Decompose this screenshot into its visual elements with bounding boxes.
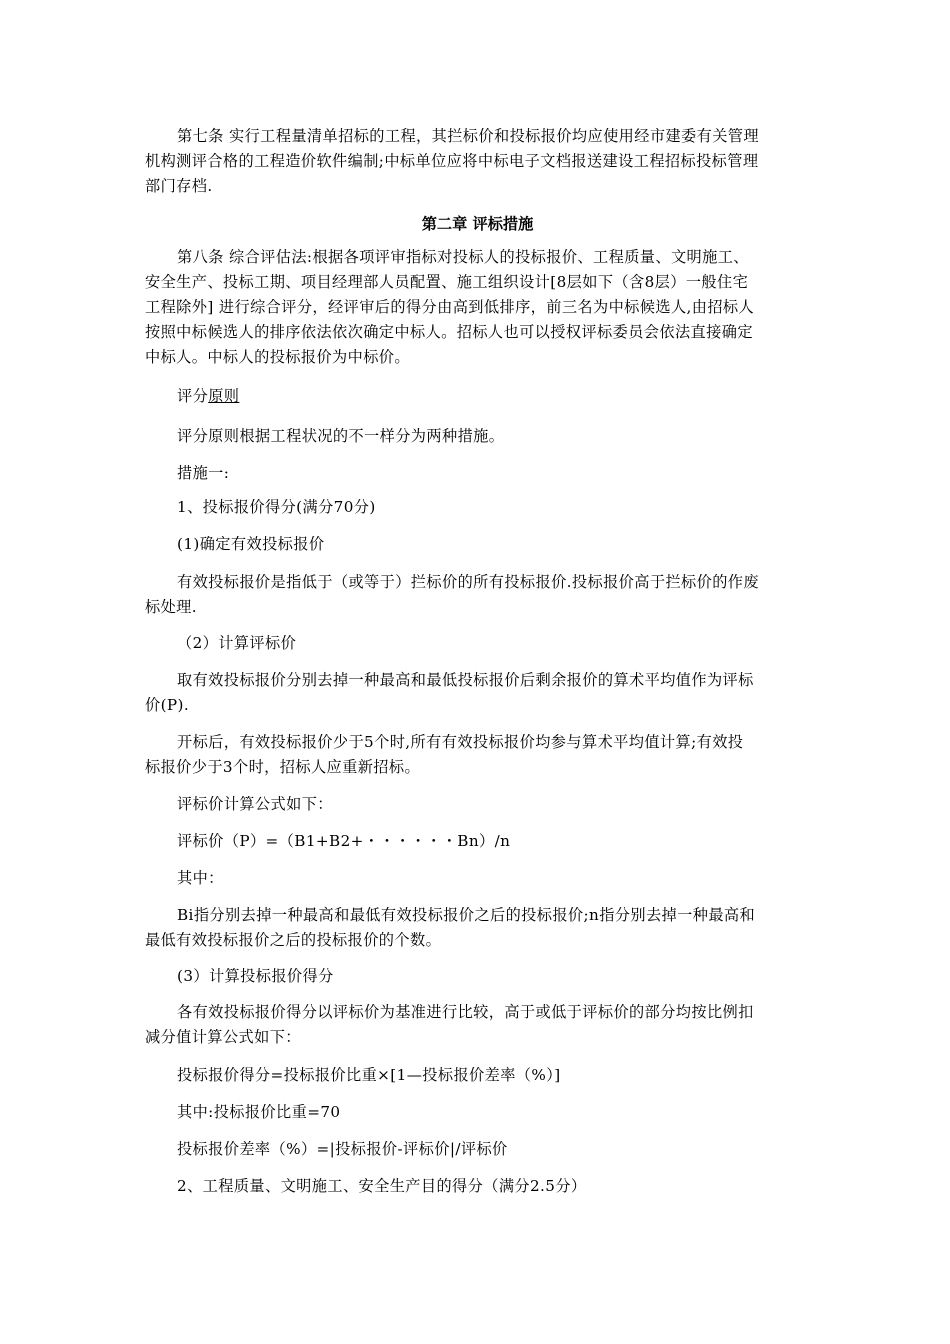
text-line: 机构测评合格的工程造价软件编制;中标单位应将中标电子文档报送建设工程招标投标管理 — [145, 152, 759, 170]
text-segment: 评分 — [177, 387, 209, 405]
underlined-text: 原则 — [208, 387, 240, 405]
text-line: 有效投标报价是指低于（或等于）拦标价的所有投标报价.投标报价高于拦标价的作废 — [177, 573, 759, 591]
text-line: 工程除外] 进行综合评分，经评审后的得分由高到低排序，前三名为中标候选人,由招标人 — [145, 298, 755, 316]
sub-2-paragraph-2 — [145, 730, 810, 780]
chapter-heading: 第二章 评标措施 — [421, 215, 534, 233]
sub-1-heading: (1)确定有效投标报价 — [177, 535, 325, 553]
text-line: 取有效投标报价分别去掉一种最高和最低投标报价后剩余报价的算术平均值作为评标 — [177, 671, 754, 689]
text-line: 最低有效投标报价之后的投标报价的个数。 — [145, 931, 442, 949]
sub-1-paragraph — [145, 570, 810, 620]
scoring-intro: 评分原则根据工程状况的不一样分为两种措施。 — [177, 427, 505, 445]
text-line: 第八条 综合评估法:根据各项评审指标对投标人的投标报价、工程质量、文明施工、 — [177, 248, 749, 266]
diff-rate-formula: 投标报价差率（%）=|投标报价-评标价|/评标价 — [177, 1140, 508, 1158]
where-label: 其中： — [177, 869, 224, 887]
sub-3-heading: (3）计算投标报价得分 — [177, 967, 334, 985]
text-line: 安全生产、投标工期、项目经理部人员配置、施工组织设计[8层如下（含8层）一般住宅 — [145, 273, 749, 291]
text-line: 部门存档. — [145, 177, 213, 195]
method-one-label: 措施一: — [177, 464, 230, 482]
text-line: 价(P). — [145, 696, 190, 714]
scoring-principle-heading — [145, 384, 842, 409]
item-1-heading: 1、投标报价得分(满分70分) — [177, 498, 376, 516]
text-line: 第七条 实行工程量清单招标的工程，其拦标价和投标报价均应使用经市建委有关管理 — [177, 127, 759, 145]
weight-line: 其中:投标报价比重=70 — [177, 1103, 341, 1121]
text-line: Bi指分别去掉一种最高和最低有效投标报价之后的投标报价;n指分别去掉一种最高和 — [177, 906, 756, 924]
score-formula: 投标报价得分=投标报价比重×[1—投标报价差率（%）] — [177, 1066, 561, 1084]
item-2-heading: 2、工程质量、文明施工、安全生产目的得分（满分2.5分） — [177, 1177, 587, 1195]
text-line: 按照中标候选人的排序依法依次确定中标人。招标人也可以授权评标委员会依法直接确定 — [145, 323, 753, 341]
sub-2-paragraph-1 — [145, 668, 810, 718]
formula-intro: 评标价计算公式如下： — [177, 795, 333, 813]
where-paragraph — [145, 903, 810, 953]
text-line: 标处理. — [145, 598, 197, 616]
text-line: 标报价少于3个时，招标人应重新招标。 — [145, 758, 421, 776]
text-line: 开标后，有效投标报价少于5个时,所有有效投标报价均参与算术平均值计算;有效投 — [177, 733, 744, 751]
sub-2-heading: （2）计算评标价 — [177, 634, 297, 652]
sub-3-paragraph — [145, 1000, 810, 1050]
article-8-paragraph — [145, 245, 810, 370]
text-line: 中标人。中标人的投标报价为中标价。 — [145, 348, 410, 366]
text-line: 减分值计算公式如下： — [145, 1028, 301, 1046]
evaluation-price-formula: 评标价（P）=（B1+B2+・・・・・・Bn）/n — [177, 832, 511, 850]
article-7-paragraph — [145, 124, 810, 199]
text-line: 各有效投标报价得分以评标价为基准进行比较，高于或低于评标价的部分均按比例扣 — [177, 1003, 754, 1021]
